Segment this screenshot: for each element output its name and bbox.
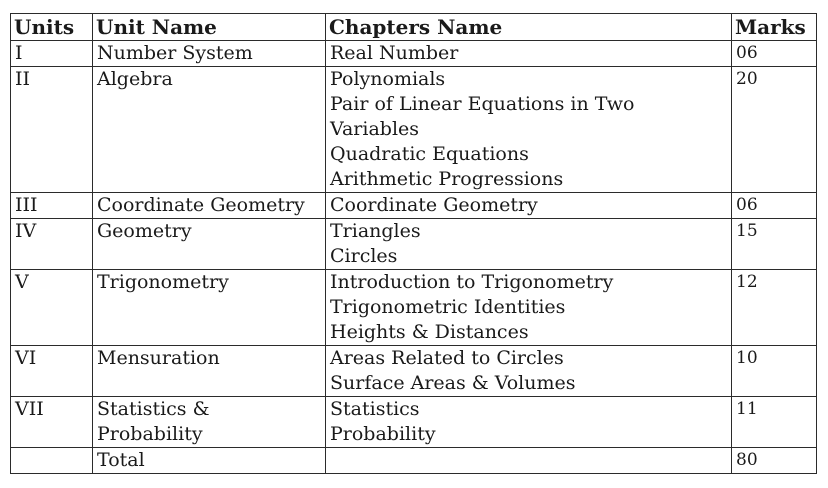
unit-number: III: [11, 193, 93, 219]
chapters-cell: [326, 41, 732, 67]
header-row: [11, 14, 817, 41]
unit-name: Mensuration: [93, 346, 326, 397]
chapter-name: Surface Areas & Volumes: [330, 372, 576, 394]
unit-name: Statistics & Probability: [93, 397, 326, 448]
total-marks: 80: [732, 448, 817, 474]
chapter-name: Circles: [330, 245, 398, 267]
syllabus-table: [10, 13, 817, 474]
total-row: [11, 448, 817, 474]
unit-name: Geometry: [93, 219, 326, 270]
table-row: [11, 41, 817, 67]
table-row: [11, 193, 817, 219]
unit-number: I: [11, 41, 93, 67]
chapter-name: Polynomials: [330, 68, 446, 90]
marks-value: 10: [732, 346, 817, 397]
unit-number: VI: [11, 346, 93, 397]
table-row: [11, 397, 817, 448]
chapter-name: Triangles: [330, 220, 421, 242]
chapter-name: Real Number: [330, 42, 459, 64]
header-chapters-name: Chapters Name: [326, 14, 732, 41]
chapter-name: Variables: [330, 118, 420, 140]
empty-cell: [326, 448, 732, 474]
unit-name: Coordinate Geometry: [93, 193, 326, 219]
chapters-cell: [326, 67, 732, 193]
marks-value: 15: [732, 219, 817, 270]
header-unit-name: Unit Name: [93, 14, 326, 41]
table-row: [11, 346, 817, 397]
unit-name: Number System: [93, 41, 326, 67]
chapter-name: Trigonometric Identities: [330, 296, 566, 318]
header-units: Units: [11, 14, 93, 41]
chapters-cell: [326, 270, 732, 346]
chapter-name: Statistics: [330, 398, 420, 420]
table-row: [11, 270, 817, 346]
table-row: [11, 67, 817, 193]
chapter-name: Introduction to Trigonometry: [330, 271, 614, 293]
unit-number: V: [11, 270, 93, 346]
chapter-name: Probability: [330, 423, 436, 445]
chapters-cell: [326, 193, 732, 219]
chapter-name: Areas Related to Circles: [330, 347, 564, 369]
chapter-name: Arithmetic Progressions: [330, 168, 564, 190]
chapters-cell: [326, 346, 732, 397]
unit-number: IV: [11, 219, 93, 270]
marks-value: 20: [732, 67, 817, 193]
unit-number: VII: [11, 397, 93, 448]
marks-value: 12: [732, 270, 817, 346]
marks-value: 06: [732, 193, 817, 219]
empty-cell: [11, 448, 93, 474]
table-row: [11, 219, 817, 270]
marks-value: 06: [732, 41, 817, 67]
chapter-name: Quadratic Equations: [330, 143, 529, 165]
chapters-cell: [326, 397, 732, 448]
chapter-name: Pair of Linear Equations in Two: [330, 93, 635, 115]
chapter-name: Heights & Distances: [330, 321, 529, 343]
chapters-cell: [326, 219, 732, 270]
unit-number: II: [11, 67, 93, 193]
chapter-name: Coordinate Geometry: [330, 194, 538, 216]
unit-name: Trigonometry: [93, 270, 326, 346]
unit-name: Algebra: [93, 67, 326, 193]
header-marks: Marks: [732, 14, 817, 41]
total-label: Total: [93, 448, 326, 474]
marks-value: 11: [732, 397, 817, 448]
